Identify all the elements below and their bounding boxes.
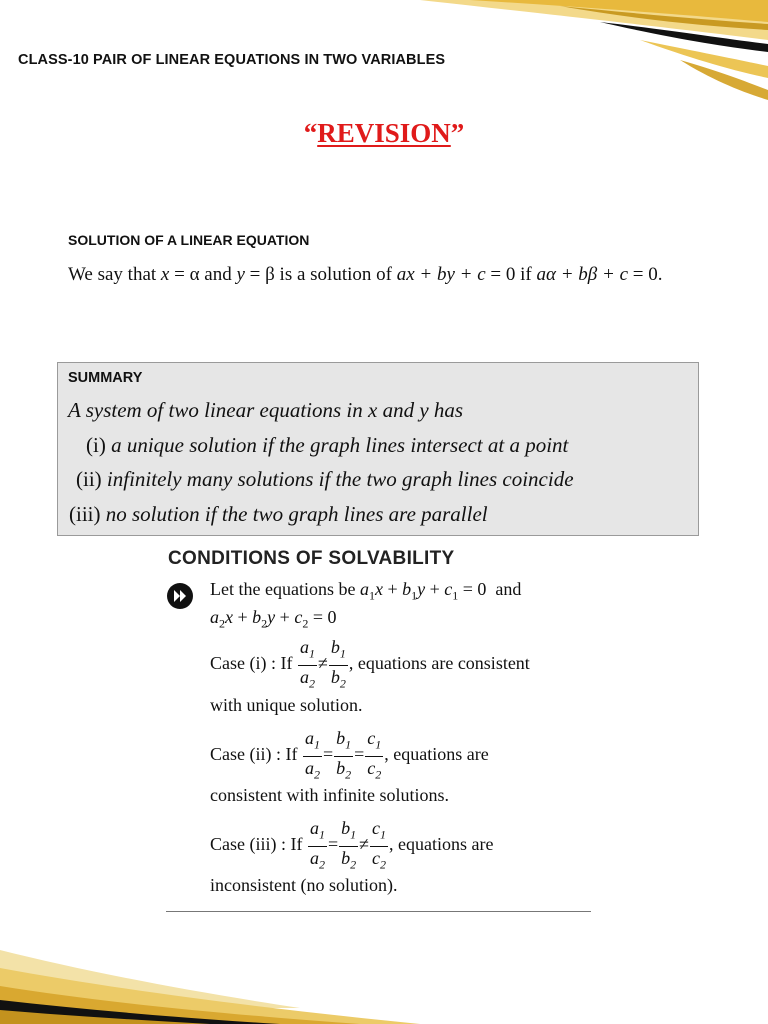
and-text: and [495, 579, 522, 599]
solution-sentence [68, 264, 662, 286]
case-2-result: consistent with infinite solutions. [210, 785, 449, 805]
solution-section-heading: SOLUTION OF A LINEAR EQUATION [68, 232, 310, 248]
case-1-after: , equations are consistent [348, 653, 530, 674]
sentence-part: = 0. [628, 264, 663, 285]
revision-open-quote: “ [303, 118, 318, 148]
decorative-gold-swoosh-bottom [0, 930, 768, 1024]
sentence-part: We say that [68, 264, 161, 285]
summary-item-text: no solution if the two graph lines are parallel [105, 502, 488, 526]
fraction-b1-b2: $\frac{b_1}{b_2}$ [341, 818, 357, 872]
fraction-a1-a2: $\frac{a_1}{a_2}$ [299, 637, 315, 691]
fraction-b1-b2: $\frac{b_1}{b_2}$ [336, 728, 352, 782]
summary-item-text: infinitely many solutions if the two graph lines coincide [106, 467, 574, 491]
var-y: y [236, 264, 245, 285]
let-text: Let the equations be [210, 579, 356, 599]
case-1-result: with unique solution. [210, 695, 363, 715]
revision-heading [0, 118, 768, 149]
class-title: CLASS-10 PAIR OF LINEAR EQUATIONS IN TWO VARIABLES [18, 52, 446, 68]
case-3-label: Case (iii) : If [210, 834, 303, 855]
equations-line-1: Let the equations be $a_1x + b_1y + c_1 = 0$ and [210, 579, 522, 603]
fraction-c1-c2: $\frac{c_1}{c_2}$ [367, 728, 382, 782]
sentence-part: = α and [169, 264, 237, 285]
revision-close-quote: ” [450, 118, 465, 148]
condition-expr: aα + bβ + c [536, 264, 628, 285]
case-2-line: Case (ii) : If $\frac{a_1}{a_2}$ = $\frac{b_1}{b_2}$ = $\frac{c_1}{c_2}$ , equations are [210, 727, 489, 785]
summary-intro: A system of two linear equations in x and y has [68, 398, 464, 422]
fraction-b1-b2: $\frac{b_1}{b_2}$ [330, 637, 346, 691]
case-3-line: Case (iii) : If $\frac{a_1}{a_2}$ = $\frac{b_1}{b_2}$ ≠ $\frac{c_1}{c_2}$ , equations are [210, 817, 494, 875]
var-x: x [160, 264, 170, 285]
summary-heading: SUMMARY [68, 370, 143, 386]
case-1-label: Case (i) : If [210, 653, 293, 674]
equation-expr: ax + by + c [396, 264, 486, 285]
case-3-after: , equations are [389, 834, 494, 855]
bottom-divider [166, 911, 591, 912]
equations-line-2: $a_2x + b_2y + c_2 = 0$ [210, 607, 337, 631]
summary-item [76, 467, 574, 492]
summary-item-number: (iii) [69, 502, 101, 526]
case-1-line: Case (i) : If $\frac{a_1}{a_2}$ ≠ $\frac{b_1}{b_2}$ , equations are consistent [210, 636, 530, 694]
summary-item-text: a unique solution if the graph lines intersect at a point [111, 433, 569, 457]
summary-item [69, 502, 488, 527]
revision-word: REVISION [317, 118, 451, 148]
fraction-a1-a2: $\frac{a_1}{a_2}$ [304, 728, 320, 782]
sentence-part: = β is a solution of [244, 264, 397, 285]
summary-item-number: (ii) [76, 467, 102, 491]
case-3-result: inconsistent (no solution). [210, 875, 398, 895]
case-2-label: Case (ii) : If [210, 744, 298, 765]
summary-item [86, 433, 568, 458]
conditions-heading: CONDITIONS OF SOLVABILITY [168, 548, 455, 569]
fast-forward-icon [166, 582, 194, 610]
case-2-after: , equations are [384, 744, 489, 765]
sentence-part: = 0 if [485, 264, 537, 285]
summary-item-number: (i) [86, 433, 106, 457]
fraction-a1-a2: $\frac{a_1}{a_2}$ [309, 818, 325, 872]
summary-box [57, 362, 699, 536]
fraction-c1-c2: $\frac{c_1}{c_2}$ [372, 818, 387, 872]
